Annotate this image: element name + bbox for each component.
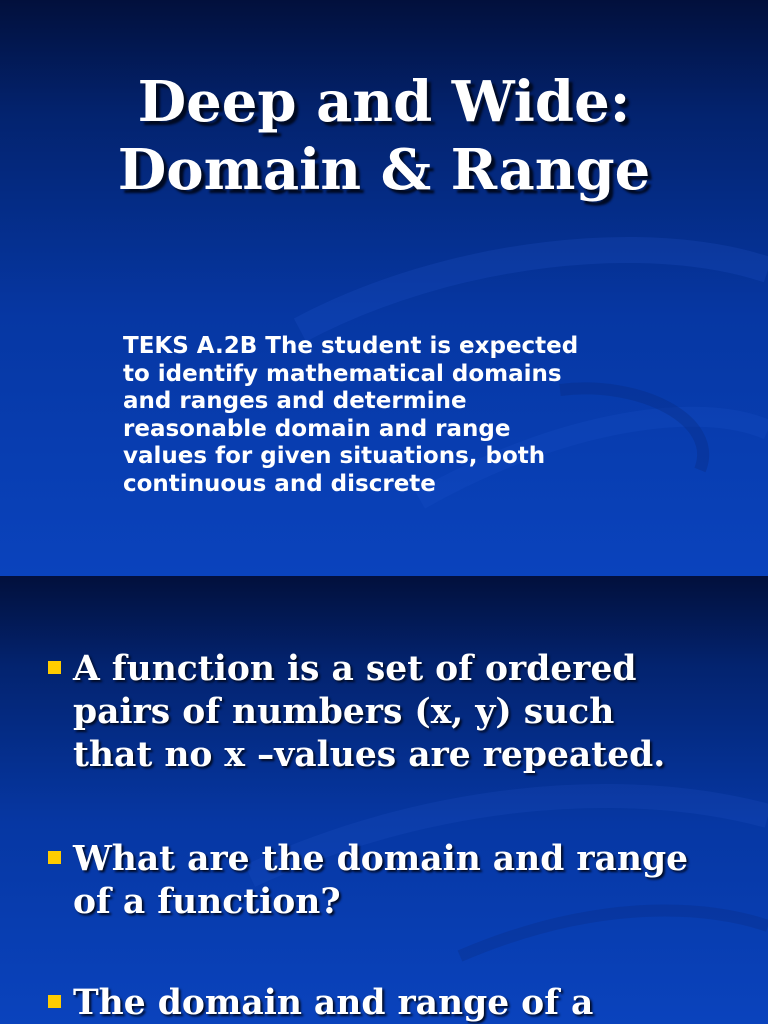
bullet-square-icon (48, 851, 61, 864)
title-line: Deep and Wide: (137, 69, 631, 135)
teks-line: continuous and discrete (123, 470, 436, 497)
bullet-line: What are the domain and range (73, 839, 689, 879)
teks-line: and ranges and determine (123, 388, 467, 414)
bullet-square-icon (48, 995, 61, 1008)
teks-line: to identify mathematical domains (123, 360, 562, 387)
bullet-line: of a function? (73, 882, 341, 922)
bullet-text (73, 838, 688, 924)
teks-line: values for given situations, both (123, 443, 546, 469)
bullet-text (73, 982, 593, 1024)
teks-line: reasonable domain and range (123, 415, 511, 442)
slide-title (0, 68, 768, 204)
bullet-line: A function is a set of ordered (73, 649, 637, 689)
teks-standard-text (123, 333, 683, 498)
bullet-text (73, 648, 665, 777)
background-swirl (0, 576, 768, 1024)
bullet-square-icon (48, 661, 61, 674)
title-line: Domain & Range (117, 137, 651, 203)
bullet-line: that no x –values are repeated. (73, 735, 666, 775)
bullet-line: pairs of numbers (x, y) such (73, 692, 615, 732)
content-slide (0, 576, 768, 1024)
teks-line: TEKS A.2B The student is expected (123, 333, 579, 359)
bullet-line: The domain and range of a (73, 983, 594, 1023)
